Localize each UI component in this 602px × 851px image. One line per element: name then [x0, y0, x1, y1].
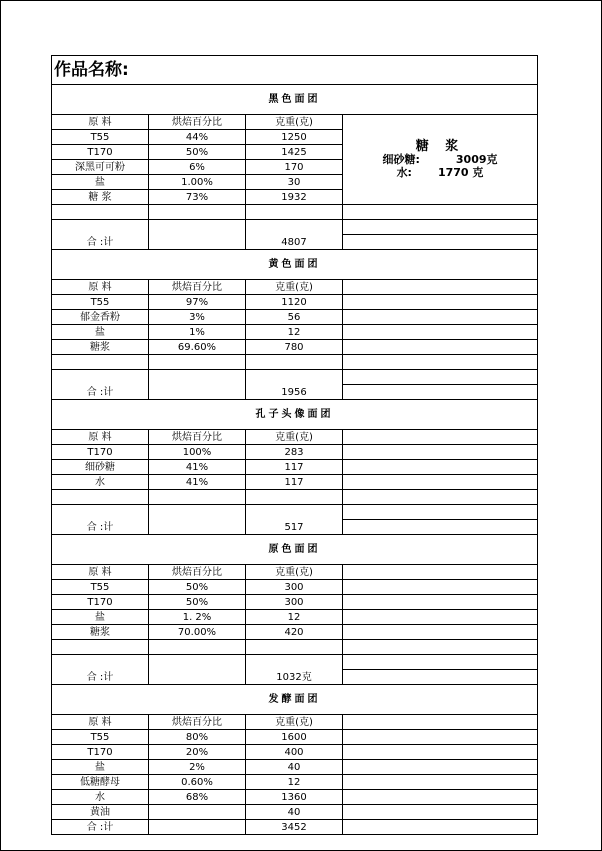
table-row: [52, 730, 538, 745]
material-cell: 盐: [52, 175, 149, 190]
table-row: [52, 760, 538, 775]
side-cell: [343, 610, 538, 625]
table-row: [52, 610, 538, 625]
material-cell: T170: [52, 445, 149, 460]
section-title: 黑色面团: [52, 85, 538, 115]
empty-row: [52, 490, 538, 505]
material-cell: 盐: [52, 610, 149, 625]
table-row: [52, 775, 538, 790]
side-cell: [343, 790, 538, 805]
total-weight: 517: [246, 505, 343, 535]
weight-cell: 170: [246, 160, 343, 175]
material-cell: 盐: [52, 325, 149, 340]
side-cell: [343, 235, 538, 250]
weight-cell: 283: [246, 445, 343, 460]
total-label: 合 :计: [52, 820, 149, 835]
weight-cell: 56: [246, 310, 343, 325]
total-weight: 1032克: [246, 655, 343, 685]
material-cell: 糖浆: [52, 340, 149, 355]
header-percent: 烘焙百分比: [149, 430, 246, 445]
syrup-water-value: 1770 克: [437, 166, 484, 179]
header-row: [52, 430, 538, 445]
weight-cell: 117: [246, 460, 343, 475]
side-cell: [343, 505, 538, 520]
empty-cell: [52, 355, 149, 370]
side-cell: [343, 760, 538, 775]
table-row: [52, 745, 538, 760]
empty-cell: [52, 640, 149, 655]
percent-cell: 6%: [149, 160, 246, 175]
section-title-row: [52, 250, 538, 280]
section-title-row: [52, 535, 538, 565]
side-cell: [343, 805, 538, 820]
side-cell: [343, 670, 538, 685]
header-percent: 烘焙百分比: [149, 280, 246, 295]
total-row: [52, 505, 538, 520]
header-material: 原 料: [52, 280, 149, 295]
material-cell: 糖 浆: [52, 190, 149, 205]
material-cell: 郁金香粉: [52, 310, 149, 325]
header-material: 原 料: [52, 430, 149, 445]
header-weight: 克重(克): [246, 565, 343, 580]
percent-cell: 0.60%: [149, 775, 246, 790]
total-label: 合 :计: [52, 220, 149, 250]
table-row: [52, 790, 538, 805]
weight-cell: 1120: [246, 295, 343, 310]
side-cell: [343, 580, 538, 595]
side-cell: [343, 730, 538, 745]
weight-cell: 12: [246, 775, 343, 790]
header-material: 原 料: [52, 715, 149, 730]
side-cell: [343, 460, 538, 475]
side-cell: [343, 565, 538, 580]
header-row: [52, 115, 538, 130]
percent-cell: 1.00%: [149, 175, 246, 190]
material-cell: 低糖酵母: [52, 775, 149, 790]
total-weight: 1956: [246, 370, 343, 400]
material-cell: T170: [52, 745, 149, 760]
table-row: [52, 805, 538, 820]
total-percent: [149, 820, 246, 835]
percent-cell: 44%: [149, 130, 246, 145]
syrup-title: 糖 浆: [415, 139, 465, 154]
header-material: 原 料: [52, 115, 149, 130]
percent-cell: 1%: [149, 325, 246, 340]
material-cell: T170: [52, 595, 149, 610]
syrup-water-row: [343, 166, 537, 179]
side-cell: [343, 715, 538, 730]
weight-cell: 1250: [246, 130, 343, 145]
table-row: [52, 325, 538, 340]
total-percent: [149, 370, 246, 400]
weight-cell: 12: [246, 325, 343, 340]
side-cell: [343, 445, 538, 460]
weight-cell: 420: [246, 625, 343, 640]
empty-cell: [246, 355, 343, 370]
weight-cell: 12: [246, 610, 343, 625]
side-cell: [343, 640, 538, 655]
side-cell: [343, 520, 538, 535]
material-cell: 水: [52, 475, 149, 490]
empty-cell: [149, 205, 246, 220]
empty-row: [52, 355, 538, 370]
syrup-box: [343, 115, 538, 205]
weight-cell: 300: [246, 580, 343, 595]
percent-cell: 70.00%: [149, 625, 246, 640]
side-cell: [343, 295, 538, 310]
total-weight: 4807: [246, 220, 343, 250]
table-row: [52, 475, 538, 490]
empty-cell: [149, 490, 246, 505]
side-cell: [343, 490, 538, 505]
weight-cell: 400: [246, 745, 343, 760]
empty-cell: [52, 205, 149, 220]
side-cell: [343, 220, 538, 235]
side-cell: [343, 325, 538, 340]
percent-cell: 20%: [149, 745, 246, 760]
side-cell: [343, 370, 538, 385]
header-percent: 烘焙百分比: [149, 715, 246, 730]
side-cell: [343, 340, 538, 355]
percent-cell: 100%: [149, 445, 246, 460]
side-cell: [343, 475, 538, 490]
side-cell: [343, 205, 538, 220]
empty-cell: [246, 205, 343, 220]
header-weight: 克重(克): [246, 280, 343, 295]
side-cell: [343, 430, 538, 445]
total-label: 合 :计: [52, 655, 149, 685]
total-label: 合 :计: [52, 370, 149, 400]
percent-cell: 97%: [149, 295, 246, 310]
material-cell: 盐: [52, 760, 149, 775]
side-cell: [343, 310, 538, 325]
empty-cell: [149, 355, 246, 370]
header-weight: 克重(克): [246, 430, 343, 445]
weight-cell: 40: [246, 760, 343, 775]
weight-cell: 1932: [246, 190, 343, 205]
empty-cell: [52, 490, 149, 505]
table-row: [52, 580, 538, 595]
side-cell: [343, 775, 538, 790]
header-row: [52, 715, 538, 730]
side-cell: [343, 655, 538, 670]
section-title-row: [52, 400, 538, 430]
side-cell: [343, 355, 538, 370]
material-cell: T55: [52, 130, 149, 145]
table-row: [52, 295, 538, 310]
table-row: [52, 310, 538, 325]
side-cell: [343, 385, 538, 400]
recipe-sheet: [51, 55, 537, 835]
syrup-sugar-row: [343, 153, 537, 166]
side-cell: [343, 625, 538, 640]
table-row: [52, 625, 538, 640]
percent-cell: 3%: [149, 310, 246, 325]
weight-cell: 1360: [246, 790, 343, 805]
material-cell: T55: [52, 580, 149, 595]
section-title-row: [52, 685, 538, 715]
empty-cell: [246, 640, 343, 655]
total-row: [52, 370, 538, 385]
table-row: [52, 460, 538, 475]
table-row: [52, 340, 538, 355]
material-cell: T55: [52, 730, 149, 745]
total-row: [52, 655, 538, 670]
percent-cell: 50%: [149, 580, 246, 595]
percent-cell: 2%: [149, 760, 246, 775]
table-row: [52, 445, 538, 460]
total-percent: [149, 505, 246, 535]
material-cell: T55: [52, 295, 149, 310]
total-percent: [149, 655, 246, 685]
percent-cell: 69.60%: [149, 340, 246, 355]
weight-cell: 300: [246, 595, 343, 610]
header-weight: 克重(克): [246, 115, 343, 130]
section-title: 原色面团: [52, 535, 538, 565]
side-cell: [343, 745, 538, 760]
header-percent: 烘焙百分比: [149, 565, 246, 580]
percent-cell: 50%: [149, 595, 246, 610]
percent-cell: 73%: [149, 190, 246, 205]
empty-cell: [149, 640, 246, 655]
percent-cell: 68%: [149, 790, 246, 805]
weight-cell: 117: [246, 475, 343, 490]
syrup-water-label: 水:: [396, 166, 412, 179]
empty-cell: [246, 490, 343, 505]
material-cell: 水: [52, 790, 149, 805]
syrup-sugar-value: 3009克: [455, 153, 498, 166]
section-title: 发酵面团: [52, 685, 538, 715]
material-cell: T170: [52, 145, 149, 160]
table-row: [52, 595, 538, 610]
recipe-table: [51, 55, 538, 835]
weight-cell: 30: [246, 175, 343, 190]
percent-cell: 1. 2%: [149, 610, 246, 625]
total-row: [52, 820, 538, 835]
weight-cell: 1600: [246, 730, 343, 745]
header-row: [52, 565, 538, 580]
percent-cell: 80%: [149, 730, 246, 745]
material-cell: 黄油: [52, 805, 149, 820]
weight-cell: 40: [246, 805, 343, 820]
side-cell: [343, 820, 538, 835]
page-title: 作品名称:: [52, 56, 538, 85]
section-title: 孔子头像面团: [52, 400, 538, 430]
header-material: 原 料: [52, 565, 149, 580]
header-weight: 克重(克): [246, 715, 343, 730]
material-cell: 糖浆: [52, 625, 149, 640]
side-cell: [343, 280, 538, 295]
weight-cell: 780: [246, 340, 343, 355]
empty-row: [52, 640, 538, 655]
total-label: 合 :计: [52, 505, 149, 535]
total-weight: 3452: [246, 820, 343, 835]
section-title: 黄色面团: [52, 250, 538, 280]
header-row: [52, 280, 538, 295]
total-percent: [149, 220, 246, 250]
material-cell: 深黑可可粉: [52, 160, 149, 175]
percent-cell: 50%: [149, 145, 246, 160]
percent-cell: 41%: [149, 475, 246, 490]
percent-cell: 41%: [149, 460, 246, 475]
side-cell: [343, 595, 538, 610]
weight-cell: 1425: [246, 145, 343, 160]
percent-cell: [149, 805, 246, 820]
section-title-row: [52, 85, 538, 115]
syrup-sugar-label: 细砂糖:: [382, 153, 420, 166]
material-cell: 细砂糖: [52, 460, 149, 475]
empty-row: [52, 205, 538, 220]
total-row: [52, 220, 538, 235]
header-percent: 烘焙百分比: [149, 115, 246, 130]
